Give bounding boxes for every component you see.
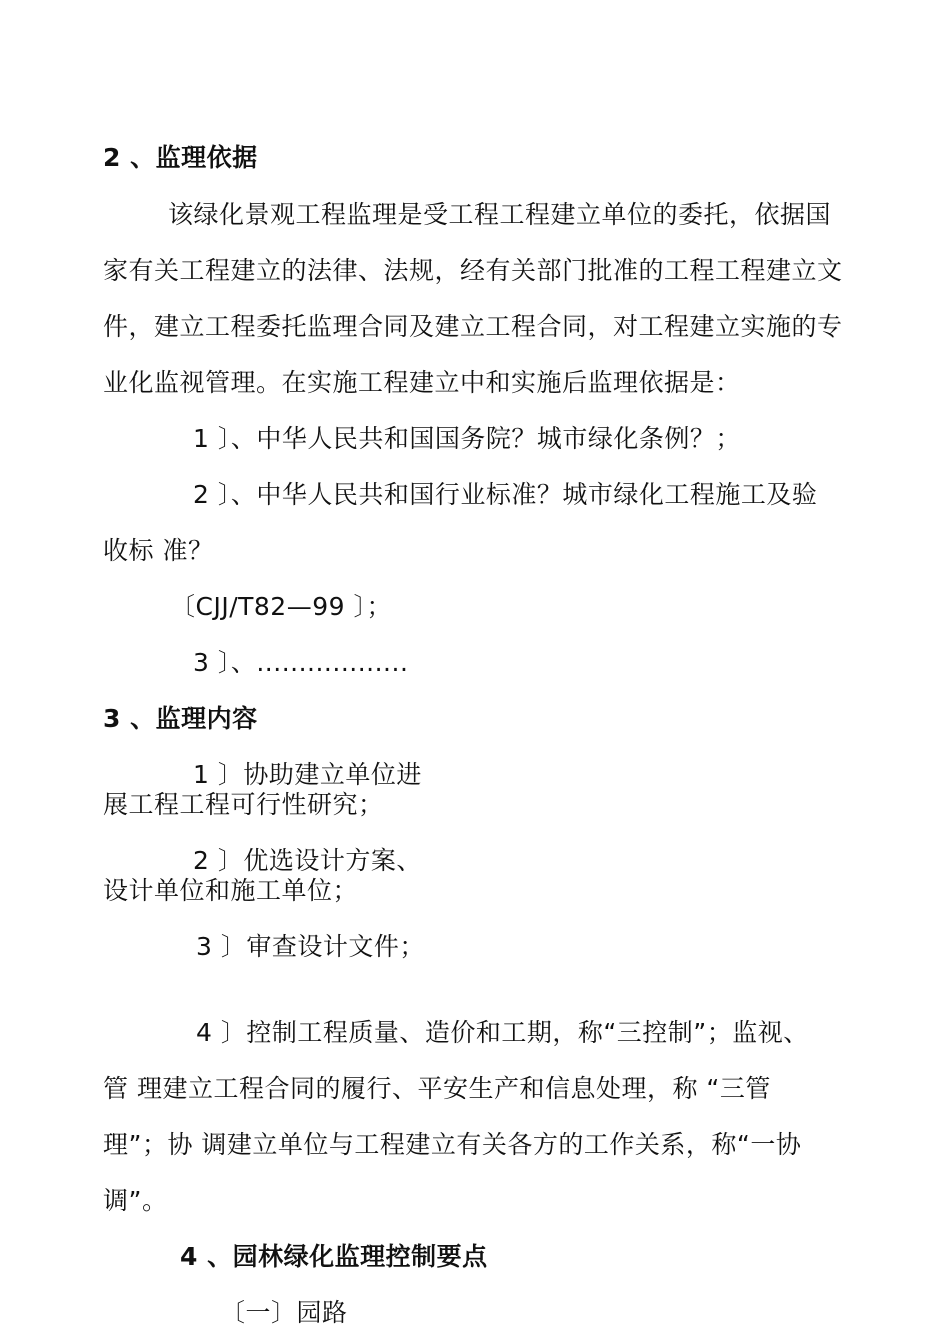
content-item-1: 1 〕协助建立单位进	[193, 760, 422, 789]
content-item-3: 3 〕审查设计文件；	[196, 932, 425, 961]
subsection-heading-garden-path: 〔一〕园路	[220, 1298, 348, 1327]
content-item-4-line-3: 理”；协 调建立单位与工程建立有关各方的工作关系，称“一协	[103, 1130, 802, 1159]
basis-item-1: 1 〕、中华人民共和国国务院？城市绿化条例？；	[193, 424, 741, 453]
content-item-2-continuation: 设计单位和施工单位；	[103, 876, 359, 905]
content-item-2: 2 〕优选设计方案、	[193, 846, 422, 875]
content-item-4: 4 〕控制工程质量、造价和工期，称“三控制”；监视、	[196, 1018, 809, 1047]
basis-item-2: 2 〕、中华人民共和国行业标准？城市绿化工程施工及验	[193, 480, 818, 509]
content-item-1-continuation: 展工程工程可行性研究；	[103, 790, 384, 819]
section-heading-basis: 2 、监理依据	[103, 143, 258, 172]
section-heading-control-points: 4 、园林绿化监理控制要点	[180, 1242, 488, 1271]
content-item-4-line-2: 管 理建立工程合同的履行、平安生产和信息处理，称 “三管	[103, 1074, 771, 1103]
basis-item-3: 3 〕、..................	[193, 648, 409, 677]
basis-item-2-continuation: 收标 准？	[103, 536, 214, 565]
basis-item-2-code: 〔CJJ/T82—99 〕；	[170, 592, 392, 621]
basis-paragraph-line-3: 件，建立工程委托监理合同及建立工程合同，对工程建立实施的专	[103, 312, 843, 341]
section-heading-content: 3 、监理内容	[103, 704, 258, 733]
content-item-4-line-4: 调”。	[103, 1186, 168, 1215]
basis-paragraph-line-4: 业化监视管理。在实施工程建立中和实施后监理依据是：	[103, 368, 741, 397]
basis-paragraph-line-2: 家有关工程建立的法律、法规，经有关部门批准的工程工程建立文	[103, 256, 843, 285]
basis-paragraph-line-1: 该绿化景观工程监理是受工程工程建立单位的委托，依据国	[168, 200, 832, 229]
